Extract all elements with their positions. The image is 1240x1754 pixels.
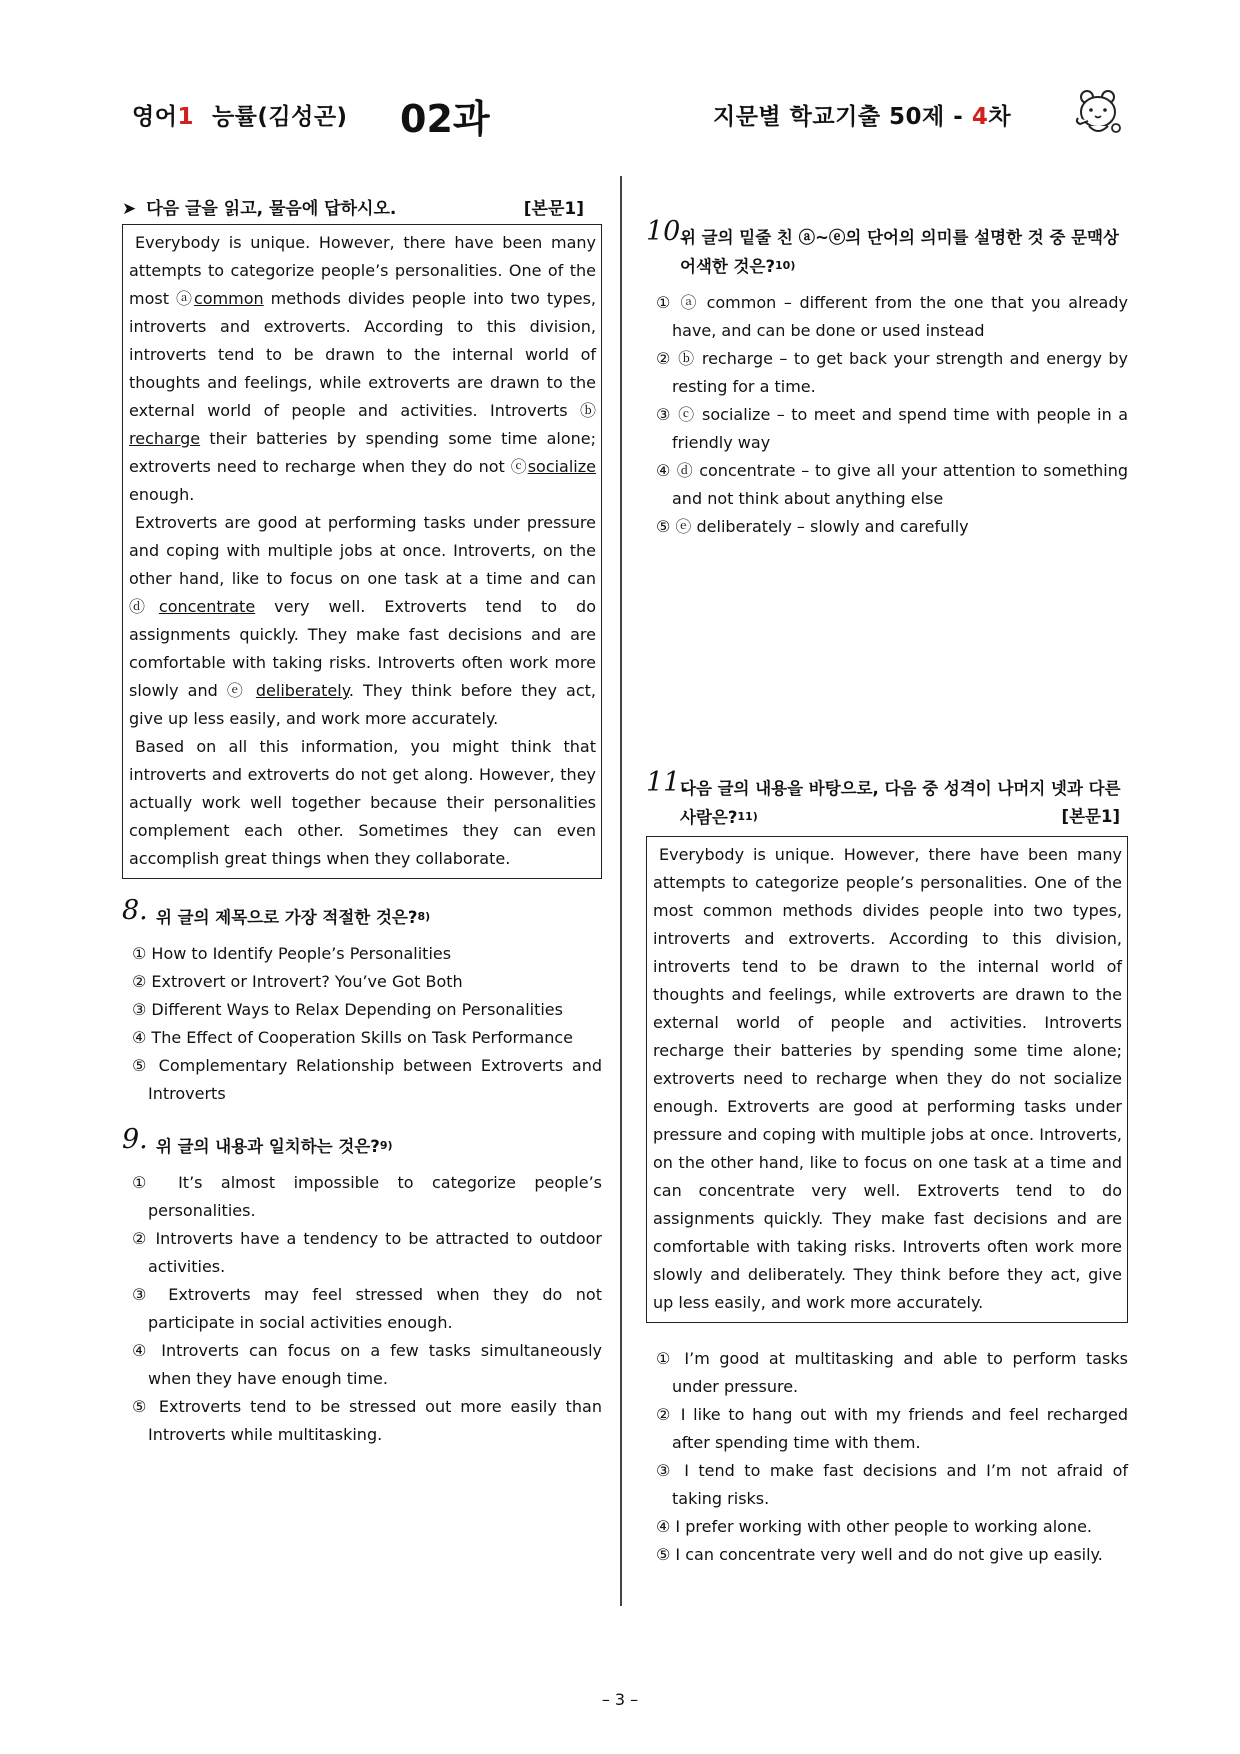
arrow-icon: ➤ [122, 199, 137, 219]
footnote-ref: 8) [417, 910, 431, 923]
choice-item[interactable]: ⑤ Complementary Relationship between Extroverts and Introverts [132, 1056, 602, 1103]
question-9-choices [122, 1169, 602, 1449]
question-text: 위 글의 내용과 일치하는 것은? [156, 1137, 380, 1156]
choice-item[interactable]: ④ Introverts can focus on a few tasks simultaneously when they have enough time. [132, 1341, 602, 1388]
choice-item[interactable]: ③ Extroverts may feel stressed when they do not participate in social activities enough. [132, 1285, 602, 1332]
series-title [713, 98, 1011, 131]
underlined-word-b: recharge [129, 429, 201, 448]
passage-paragraph-2 [129, 509, 596, 733]
question-text: 다음 글의 내용을 바탕으로, 다음 중 성격이 나머지 넷과 다른 사람은? [680, 779, 1121, 827]
choice-item[interactable]: ① It’s almost impossible to categorize people’s personalities. [132, 1173, 602, 1220]
footnote-ref: 9) [379, 1139, 393, 1152]
passage-paragraph: Everybody is unique. However, there have been many attempts to categorize people’s personalities. One of the most common methods divides people into two types, introverts and extroverts. According to this division, introverts tend to be drawn to the internal world of thoughts and feelings, while extroverts are drawn to the external world of people and activities. Introverts recharge their batteries by spending some time alone; extroverts need to recharge when they do not socialize enough. Extroverts are good at performing tasks under pressure and coping with multiple jobs at once. Introverts, on the other hand, like to focus on one task at a time and can concentrate very well. Extroverts tend to do assignments quickly. They make fast decisions and are comfortable with taking risks. Introverts often work more slowly and deliberately. They think before they act, give up less easily, and work more accurately. [653, 845, 1122, 1312]
page-number: – 3 – [601, 1690, 639, 1709]
choice-item[interactable]: ① ⓐ common – different from the one that you already have, and can be done or used instead [656, 293, 1128, 340]
question-text: 위 글의 밑줄 친 ⓐ~ⓔ의 단어의 의미를 설명한 것 중 문맥상 어색한 것은? [680, 228, 1119, 276]
marker-a: ⓐ [176, 289, 194, 308]
passage-instruction [122, 194, 602, 222]
subject-title [132, 98, 348, 131]
round-suffix: 차 [988, 104, 1012, 130]
choice-item[interactable]: ① How to Identify People’s Personalities [132, 944, 452, 963]
text-run: their batteries by spending some time alone; extroverts need to recharge when they do not [129, 429, 596, 476]
instruction-tag: [본문1] [523, 199, 584, 219]
choice-item[interactable]: ② ⓑ recharge – to get back your strength and energy by resting for a time. [656, 349, 1128, 396]
lesson-title: 02과 [400, 97, 490, 141]
choice-item[interactable]: ④ I prefer working with other people to working alone. [656, 1517, 1093, 1536]
choice-item[interactable]: ④ ⓓ concentrate – to give all your attention to something and not think about anything else [656, 461, 1128, 508]
question-text: 위 글의 제목으로 가장 적절한 것은? [156, 908, 418, 927]
choice-item[interactable]: ② Introverts have a tendency to be attracted to outdoor activities. [132, 1229, 602, 1276]
question-10 [646, 216, 1128, 281]
round-number: 4 [971, 104, 989, 130]
subject-prefix: 영어 [132, 104, 178, 130]
footnote-ref: 10) [775, 259, 796, 272]
choice-item[interactable]: ⑤ I can concentrate very well and do not give up easily. [656, 1545, 1103, 1564]
choice-item[interactable]: ③ ⓒ socialize – to meet and spend time with people in a friendly way [656, 405, 1128, 452]
choice-item[interactable]: ⑤ Extroverts tend to be stressed out more easily than Introverts while multitasking. [132, 1397, 602, 1444]
passage-paragraph-1 [129, 229, 596, 509]
page-header [0, 88, 1240, 148]
question-11-choices [646, 1345, 1128, 1569]
question-11 [646, 767, 1128, 832]
right-column [646, 216, 1128, 1569]
question-number: 11. [646, 767, 689, 798]
reading-passage [122, 224, 602, 879]
question-9 [122, 1124, 602, 1161]
text-run: enough. [129, 485, 195, 504]
marker-e: ⓔ [226, 681, 247, 700]
choice-item[interactable]: ⑤ ⓔ deliberately – slowly and carefully [656, 517, 969, 536]
question-number: 8. [122, 895, 148, 926]
question-tag: [본문1] [1061, 807, 1120, 826]
text-run: very well. Extroverts tend to do assignments quickly. They make fast decisions and are comfortable with taking risks. Introverts often work more slowly and [129, 597, 596, 700]
marker-c: ⓒ [510, 457, 528, 476]
publisher: 능률(김성곤) [211, 104, 348, 130]
question-10-choices [646, 289, 1128, 541]
instruction-text: 다음 글을 읽고, 물음에 답하시오. [146, 199, 397, 219]
text-run: methods divides people into two types, introverts and extroverts. According to this division, introverts tend to be drawn to the internal world of thoughts and feelings, while extroverts are drawn to the external world of people and activities. Introverts [129, 289, 596, 420]
question-11-passage [646, 836, 1128, 1323]
question-8-choices [122, 940, 602, 1108]
choice-item[interactable]: ① I’m good at multitasking and able to perform tasks under pressure. [656, 1349, 1128, 1396]
column-divider [620, 176, 622, 1606]
marker-d: ⓓ [129, 597, 159, 616]
question-number: 10. [646, 216, 689, 247]
marker-b: ⓑ [579, 401, 596, 420]
passage-paragraph-3: Based on all this information, you might think that introverts and extroverts do not get along. However, they actually work well together because their personalities complement each other. Sometimes they can even accomplish great things when they collaborate. [129, 737, 596, 868]
choice-item[interactable]: ④ The Effect of Cooperation Skills on Task Performance [132, 1028, 573, 1047]
left-column [122, 194, 602, 1449]
text-run: Extroverts are good at performing tasks under pressure and coping with multiple jobs at once. Introverts, on the other hand, like to focus on one task at a time and can [129, 513, 596, 588]
question-number: 9. [122, 1124, 148, 1155]
choice-item[interactable]: ③ Different Ways to Relax Depending on Personalities [132, 1000, 563, 1019]
choice-item[interactable]: ② Extrovert or Introvert? You’ve Got Both [132, 972, 463, 991]
question-8 [122, 895, 602, 932]
bear-mascot-icon [1074, 88, 1124, 138]
series-separator: - [953, 104, 964, 130]
choice-item[interactable]: ② I like to hang out with my friends and feel recharged after spending time with them. [656, 1405, 1128, 1452]
subject-number: 1 [177, 104, 194, 130]
choice-item[interactable]: ③ I tend to make fast decisions and I’m not afraid of taking risks. [656, 1461, 1128, 1508]
footnote-ref: 11) [737, 810, 758, 823]
underlined-word-c: socialize [527, 457, 596, 476]
underlined-word-a: common [193, 289, 264, 308]
underlined-word-d: concentrate [158, 597, 256, 616]
text-run: Everybody is unique. However, there have been many attempts to categorize people’s personalities. One of the most [129, 233, 596, 308]
series-name: 지문별 학교기출 50제 [713, 104, 945, 130]
text-run: . They think before they act, give up less easily, and work more accurately. [129, 681, 596, 728]
underlined-word-e: deliberately [255, 681, 349, 700]
